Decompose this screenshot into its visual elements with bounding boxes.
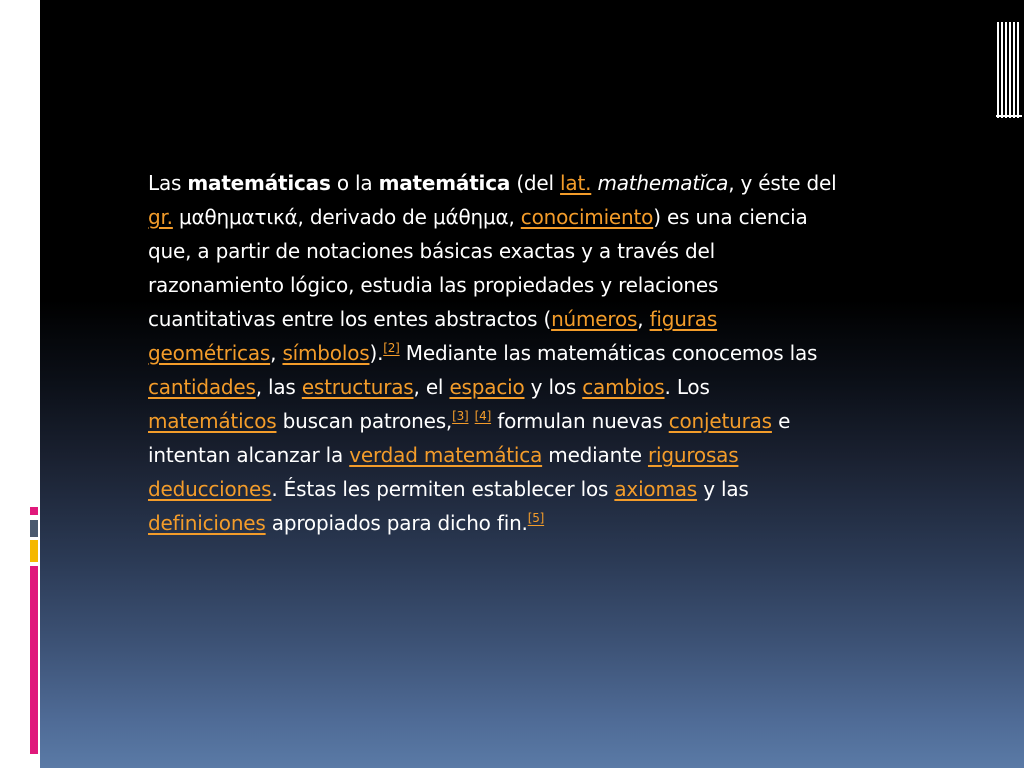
- body-text-run: formulan nuevas: [491, 409, 669, 433]
- body-text-run: Las: [148, 171, 188, 195]
- text-link[interactable]: espacio: [449, 375, 525, 399]
- reference-link[interactable]: [2]: [383, 341, 400, 355]
- body-text-run: ,: [637, 307, 650, 331]
- reference-link[interactable]: [4]: [474, 409, 492, 423]
- text-link[interactable]: gr.: [148, 205, 173, 229]
- reference-link[interactable]: [3]: [452, 409, 469, 423]
- reference-link[interactable]: [5]: [527, 511, 545, 525]
- body-text-run: . Los: [664, 375, 710, 399]
- text-link[interactable]: rigurosas: [647, 443, 739, 467]
- text-link[interactable]: estructuras: [301, 375, 414, 399]
- accent-bar-yellow: [30, 540, 38, 562]
- text-link[interactable]: matemáticos: [148, 409, 277, 433]
- body-text-run: ) es una ciencia que, a partir de notaciones básicas exactas y a través del razonamiento lógico, estudia las propiedades y relaciones cuantitativas entre los entes abstractos (: [148, 205, 808, 331]
- body-text-run: apropiados para dicho fin.: [265, 511, 528, 535]
- body-text-run: mediante: [542, 443, 648, 467]
- body-text-run: e intentan alcanzar la: [148, 409, 791, 467]
- text-link[interactable]: símbolos: [282, 341, 370, 365]
- text-link[interactable]: conjeturas: [668, 409, 772, 433]
- text-link[interactable]: números: [551, 307, 638, 331]
- body-text-run: o la: [330, 171, 379, 195]
- body-text-run: y las: [697, 477, 749, 501]
- text-link[interactable]: lat.: [560, 171, 592, 195]
- body-text-run: Mediante las matemáticas conocemos las: [399, 341, 818, 365]
- italic-term: mathematĭca: [597, 171, 729, 195]
- bold-term: matemáticas: [187, 171, 331, 195]
- body-text-run: buscan patrones,: [276, 409, 453, 433]
- text-link[interactable]: cambios: [582, 375, 665, 399]
- book-spines-icon: [996, 22, 1022, 118]
- text-link[interactable]: cantidades: [148, 375, 256, 399]
- text-link[interactable]: figuras geométricas: [148, 307, 718, 365]
- text-link[interactable]: conocimiento: [520, 205, 654, 229]
- text-link[interactable]: deducciones: [148, 477, 272, 501]
- body-text-run: ,: [270, 341, 283, 365]
- body-text-run: . Éstas les permiten establecer los: [271, 477, 615, 501]
- accent-bar-pink-small: [30, 507, 38, 515]
- body-text-run: , y éste del: [728, 171, 837, 195]
- accent-bar-gray: [30, 520, 38, 537]
- text-link[interactable]: definiciones: [148, 511, 266, 535]
- body-text-run: μαθηματικά, derivado de μάθημα,: [172, 205, 521, 229]
- body-text-run: , el: [413, 375, 450, 399]
- body-text-run: y los: [524, 375, 583, 399]
- text-link[interactable]: verdad matemática: [349, 443, 543, 467]
- body-text-run: ).: [369, 341, 384, 365]
- accent-bar-pink-long: [30, 566, 38, 754]
- slide-body-text: [148, 166, 842, 540]
- body-text-run: (del: [510, 171, 561, 195]
- bold-term: matemática: [378, 171, 511, 195]
- text-link[interactable]: axiomas: [614, 477, 698, 501]
- body-text-run: , las: [255, 375, 302, 399]
